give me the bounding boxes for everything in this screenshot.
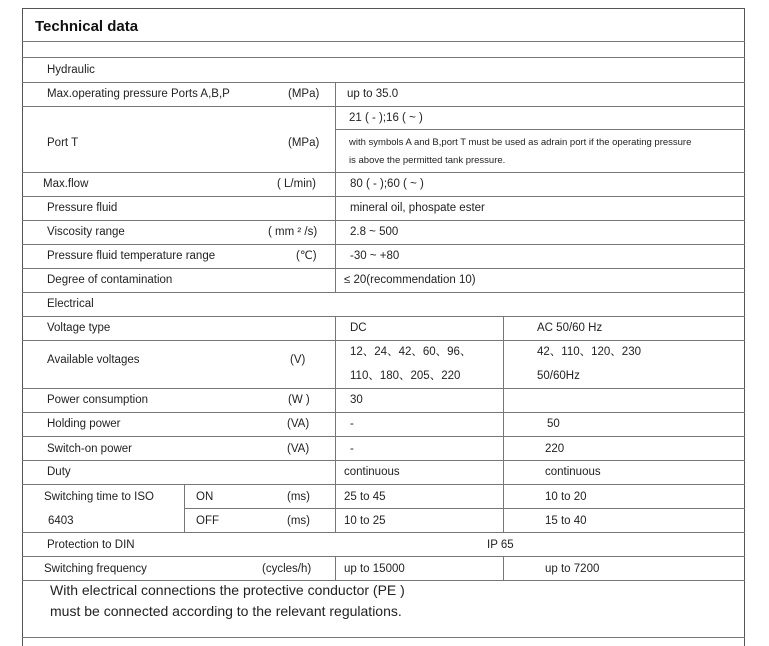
- switching-time-off-dc: 10 to 25: [344, 515, 386, 527]
- protection-value: IP 65: [487, 539, 514, 551]
- temperature-label: Pressure fluid temperature range: [47, 250, 216, 262]
- column-divider: [184, 484, 185, 532]
- max-pressure-value: up to 35.0: [347, 88, 399, 100]
- frequency-label: Switching frequency: [44, 563, 147, 575]
- divider: [22, 637, 745, 638]
- voltage-type-ac: AC 50/60 Hz: [537, 322, 603, 334]
- divider: [22, 41, 745, 42]
- max-flow-value: 80 ( - );60 ( ~ ): [350, 178, 424, 190]
- section-hydraulic: Hydraulic: [47, 64, 95, 76]
- voltages-dc-1: 12、24、42、60、96、: [350, 346, 472, 358]
- fluid-value: mineral oil, phospate ester: [350, 202, 485, 214]
- switching-time-unit-on: (ms): [287, 491, 310, 503]
- divider: [22, 460, 745, 461]
- divider: [22, 412, 745, 413]
- page-title: Technical data: [35, 18, 139, 35]
- divider: [22, 556, 745, 557]
- column-divider: [335, 556, 336, 580]
- divider: [22, 106, 745, 107]
- divider: [22, 484, 745, 485]
- divider: [22, 316, 745, 317]
- footer-note-2: must be connected according to the relevant regulations.: [50, 603, 402, 619]
- max-pressure-unit: (MPa): [288, 88, 320, 100]
- divider: [22, 388, 745, 389]
- duty-ac: continuous: [545, 466, 601, 478]
- switching-time-on-dc: 25 to 45: [344, 491, 386, 503]
- footer-note-1: With electrical connections the protective conductor (PE ): [50, 582, 405, 598]
- max-flow-unit: ( L/min): [277, 178, 316, 190]
- voltages-dc-2: 110、180、205、220: [350, 370, 461, 382]
- voltages-ac-2: 50/60Hz: [537, 370, 580, 382]
- divider: [22, 532, 745, 533]
- viscosity-label: Viscosity range: [47, 226, 125, 238]
- viscosity-unit: ( mm ² /s): [268, 226, 318, 238]
- switching-time-off: OFF: [196, 515, 219, 527]
- switching-time-on: ON: [196, 491, 214, 503]
- divider: [22, 268, 745, 269]
- holding-unit: (VA): [287, 418, 310, 430]
- frequency-ac: up to 7200: [545, 563, 600, 575]
- divider: [22, 292, 745, 293]
- contamination-label: Degree of contamination: [47, 274, 173, 286]
- temperature-value: -30 ~ +80: [350, 250, 400, 262]
- fluid-label: Pressure fluid: [47, 202, 118, 214]
- voltage-type-dc: DC: [350, 322, 367, 334]
- column-divider: [503, 316, 504, 532]
- switch-on-unit: (VA): [287, 443, 310, 455]
- holding-label: Holding power: [47, 418, 121, 430]
- switching-time-label-2: 6403: [48, 515, 74, 527]
- duty-label: Duty: [47, 466, 71, 478]
- switching-time-on-ac: 10 to 20: [545, 491, 587, 503]
- port-t-unit: (MPa): [288, 137, 320, 149]
- section-electrical: Electrical: [47, 298, 94, 310]
- switching-time-unit-off: (ms): [287, 515, 310, 527]
- holding-ac: 50: [547, 418, 560, 430]
- switch-on-ac: 220: [545, 443, 565, 455]
- frequency-unit: (cycles/h): [262, 563, 312, 575]
- max-flow-label: Max.flow: [43, 178, 89, 190]
- switch-on-dc: -: [350, 443, 354, 455]
- divider: [22, 57, 745, 58]
- divider: [335, 129, 745, 130]
- voltages-ac-1: 42、110、120、230: [537, 346, 641, 358]
- switching-time-label-1: Switching time to ISO: [44, 491, 154, 503]
- divider: [22, 340, 745, 341]
- frequency-dc: up to 15000: [344, 563, 405, 575]
- voltage-type-label: Voltage type: [47, 322, 111, 334]
- switch-on-label: Switch-on power: [47, 443, 133, 455]
- duty-dc: continuous: [344, 466, 400, 478]
- column-divider: [335, 316, 336, 532]
- holding-dc: -: [350, 418, 354, 430]
- divider: [22, 436, 745, 437]
- contamination-value: ≤ 20(recommendation 10): [344, 274, 476, 286]
- protection-label: Protection to DIN: [47, 539, 135, 551]
- temperature-unit: (℃): [296, 250, 317, 262]
- divider: [22, 220, 745, 221]
- voltages-label: Available voltages: [47, 354, 140, 366]
- power-label: Power consumption: [47, 394, 148, 406]
- port-t-note-2: is above the permitted tank pressure.: [349, 155, 506, 166]
- column-divider: [335, 82, 336, 292]
- divider: [22, 172, 745, 173]
- viscosity-value: 2.8 ~ 500: [350, 226, 399, 238]
- power-dc: 30: [350, 394, 363, 406]
- divider: [22, 196, 745, 197]
- power-unit: (W ): [288, 394, 310, 406]
- port-t-label: Port T: [47, 137, 79, 149]
- divider: [22, 244, 745, 245]
- column-divider: [503, 556, 504, 580]
- port-t-note-1: with symbols A and B,port T must be used as adrain port if the operating pressure: [349, 137, 692, 148]
- voltages-unit: (V): [290, 354, 306, 366]
- divider: [22, 580, 745, 581]
- divider: [184, 508, 745, 509]
- divider: [22, 82, 745, 83]
- max-pressure-label: Max.operating pressure Ports A,B,P: [47, 88, 230, 100]
- switching-time-off-ac: 15 to 40: [545, 515, 587, 527]
- port-t-value: 21 ( - );16 ( ~ ): [349, 112, 423, 124]
